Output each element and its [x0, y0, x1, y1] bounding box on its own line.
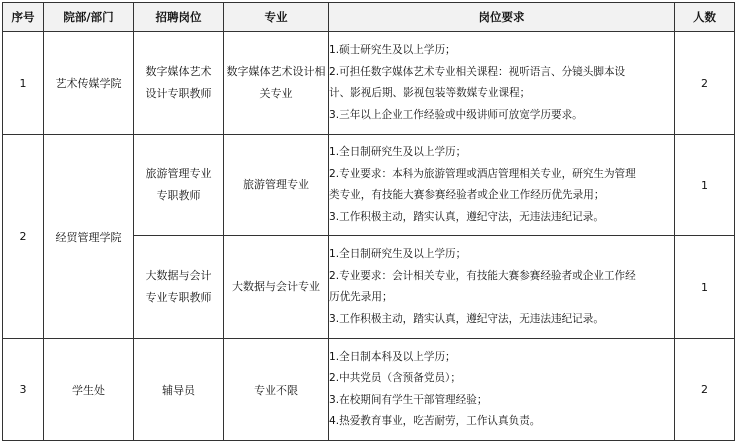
row-major [224, 339, 329, 441]
row-dept: 经贸管理学院 [44, 135, 134, 339]
requirement-line: 2.中共党员（含预备党员）； [329, 372, 461, 384]
requirement-line: 3.在校期间有学生干部管理经验； [329, 393, 488, 406]
header-row [3, 3, 735, 32]
table-row [3, 339, 735, 441]
major-line: 大数据与会计专业 [232, 280, 320, 293]
row-count: 1 [675, 135, 735, 236]
table-row [3, 32, 735, 135]
row-dept: 艺术传媒学院 [44, 32, 134, 135]
position-line: 大数据与会计 [145, 269, 212, 282]
requirement-line: 1.全日制本科及以上学历； [329, 350, 456, 363]
row-position [134, 236, 224, 339]
header-count: 人数 [675, 3, 735, 32]
row-major [224, 32, 329, 135]
requirement-line: 3.工作积极主动，踏实认真，遵纪守法，无违法违纪记录。 [329, 312, 604, 325]
row-requirements [329, 236, 675, 339]
header-position: 招聘岗位 [134, 3, 224, 32]
requirement-line: 2.专业要求：本科为旅游管理或酒店管理相关专业，研究生为管理 [329, 167, 636, 180]
row-no: 1 [3, 32, 44, 135]
requirement-line: 4.热爱教育事业，吃苦耐劳，工作认真负责。 [329, 415, 541, 427]
recruitment-table [2, 2, 735, 441]
row-requirements [329, 32, 675, 135]
requirement-line: 类专业，有技能大赛参赛经验者或企业工作经历优先录用； [329, 189, 605, 201]
row-no: 2 [3, 135, 44, 339]
row-major [224, 236, 329, 339]
requirement-line: 计、影视后期、影视包装等数媒专业课程； [329, 87, 531, 99]
position-line: 数字媒体艺术 [145, 65, 212, 78]
position-line: 专职教师 [156, 189, 201, 202]
row-dept: 学生处 [44, 339, 134, 441]
position-line: 专业专职教师 [145, 291, 212, 304]
header-no: 序号 [3, 3, 44, 32]
header-dept: 院部/部门 [44, 3, 134, 32]
major-line: 数字媒体艺术设计相 [226, 65, 326, 78]
requirement-line: 2.可担任数字媒体艺术专业相关课程：视听语言、分镜头脚本设 [329, 65, 626, 78]
position-line: 辅导员 [162, 383, 195, 397]
row-requirements [329, 135, 675, 236]
requirement-line: 3.工作积极主动，踏实认真，遵纪守法，无违法违纪记录。 [329, 210, 604, 223]
major-line: 旅游管理专业 [243, 178, 309, 191]
row-requirements [329, 339, 675, 441]
requirement-line: 1.全日制研究生及以上学历； [329, 146, 467, 158]
row-position [134, 32, 224, 135]
requirement-line: 历优先录用； [329, 291, 393, 303]
row-count: 2 [675, 32, 735, 135]
position-line: 设计专职教师 [145, 87, 212, 100]
requirement-line: 1.硕士研究生及以上学历； [329, 44, 456, 56]
requirement-line: 3.三年以上企业工作经验或中级讲师可放宽学历要求。 [329, 108, 583, 121]
header-requirements: 岗位要求 [329, 3, 675, 32]
major-line: 关专业 [259, 87, 293, 100]
row-major [224, 135, 329, 236]
requirement-line: 1.全日制研究生及以上学历； [329, 248, 467, 260]
row-position [134, 135, 224, 236]
row-position [134, 339, 224, 441]
row-count: 1 [675, 236, 735, 339]
position-line: 旅游管理专业 [145, 167, 212, 180]
row-no: 3 [3, 339, 44, 441]
row-count: 2 [675, 339, 735, 441]
major-line: 专业不限 [254, 383, 298, 397]
requirement-line: 2.专业要求：会计相关专业，有技能大赛参赛经验者或企业工作经 [329, 269, 636, 282]
table-row [3, 135, 735, 236]
header-major: 专业 [224, 3, 329, 32]
